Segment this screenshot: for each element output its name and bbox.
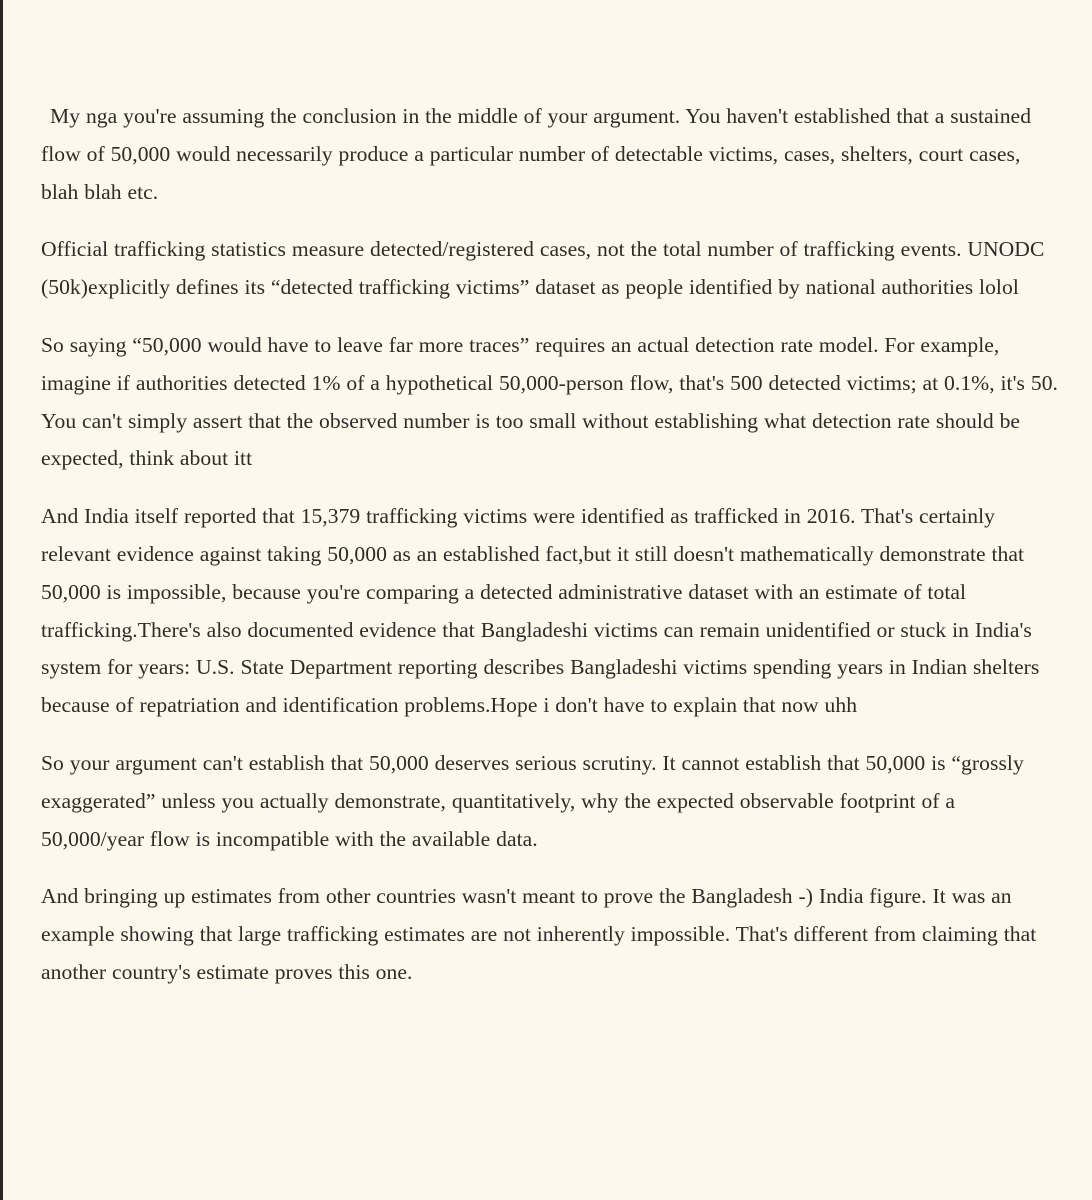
paragraph-2: Official trafficking statistics measure detected/registered cases, not the total number of trafficking events. UNODC (50k)explicitly defines its “detected trafficking victims” dataset as people identified by national authorities lolol bbox=[41, 237, 1045, 300]
paragraph-6: And bringing up estimates from other countries wasn't meant to prove the Bangladesh -) India figure. It was an example showing that large trafficking estimates are not inherently impossible. That's different from claiming that another country's estimate proves this one. bbox=[41, 884, 1037, 984]
paragraph-3: So saying “50,000 would have to leave far more traces” requires an actual detection rate model. For example, imagine if authorities detected 1% of a hypothetical 50,000-person flow, that's 500 detected victims; at 0.1%, it's 50. You can't simply assert that the observed number is too small without establishing what detection rate should be expected, think about itt bbox=[41, 332, 1058, 471]
paragraph-4: And India itself reported that 15,379 trafficking victims were identified as trafficked in 2016. That's certainly relevant evidence against taking 50,000 as an established fact,but it still doesn't mathematically demonstrate that 50,000 is impossible, because you're comparing a detected administrative dataset with an estimate of total trafficking.There's also documented evidence that Bangladeshi victims can remain unidentified or stuck in India's system for years: U.S. State Department reporting describes Bangladeshi victims spending years in Indian shelters because of repatriation and identification problems.Hope i don't have to explain that now uhh bbox=[41, 504, 1040, 718]
paragraph-5: So your argument can't establish that 50,000 deserves serious scrutiny. It cannot establish that 50,000 is “grossly exaggerated” unless you actually demonstrate, quantitatively, why the expected observable footprint of a 50,000/year flow is incompatible with the available data. bbox=[41, 750, 1024, 851]
paragraph-1: My nga you're assuming the conclusion in the middle of your argument. You haven't established that a sustained flow of 50,000 would necessarily produce a particular number of detectable victims, cases, shelters, court cases, blah blah etc. bbox=[41, 104, 1032, 204]
